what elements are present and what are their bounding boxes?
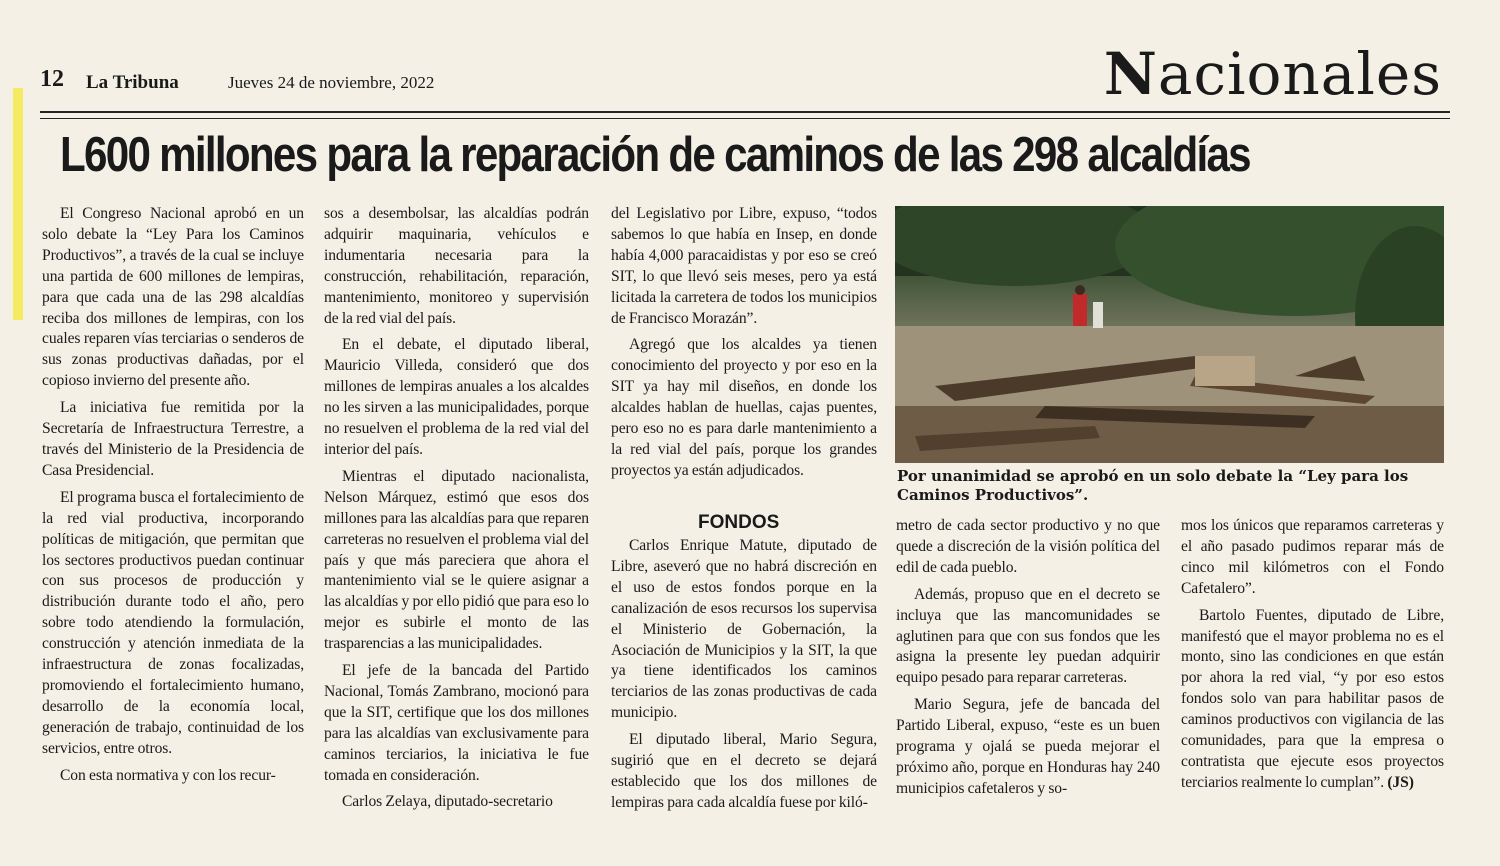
article-column-3-lower [611,536,877,814]
photo-caption: Por unanimidad se aprobó en un solo debate la “Ley para los Caminos Productivos”. [897,467,1409,504]
page-header [40,40,1450,108]
paragraph: mos los únicos que reparamos carreteras y el año pasado pudimos reparar más de cinco mil kilómetros con el Fondo Cafetalero”. [1181,517,1444,597]
paragraph: Además, propuso que en el decreto se incluya que las mancomunidades se aglutinen para que con sus fondos que les asigna la presente ley puedan adquirir equipo pesado para reparar carreteras. [896,585,1160,687]
paragraph: La iniciativa fue remitida por la Secretaría de Infraestructura Terrestre, a través del Ministerio de la Presidencia de Casa Presidencial. [42,399,304,479]
section-name [1104,40,1442,108]
issue-date: Jueves 24 de noviembre, 2022 [228,73,435,92]
highlighter-mark [13,88,23,320]
author-signature: (JS) [1387,773,1414,791]
paragraph: Carlos Zelaya, diputado-secretario [342,793,553,811]
article-column-3 [611,204,877,482]
paragraph-text: Bartolo Fuentes, diputado de Libre, manifestó que el mayor problema no es el monto, sino las condiciones en que están por ahora la red vial, “y por eso estos fondos solo van para habilitar pasos de caminos productivos con vigilancia de las comunidades, para que la empresa o contratista que ejecute esos proyectos terciarios realmente lo cumplan”. [1181,606,1444,791]
paragraph: Mario Segura, jefe de bancada del Partido Liberal, expuso, “este es un buen programa y ojalá se pueda mejorar el próximo año, porque en Honduras hay 240 municipios cafetaleros y so- [896,696,1160,797]
flood-photo [895,206,1444,463]
paragraph: El programa busca el fortalecimiento de la red vial productiva, incorporando políticas de mitigación, que permitan que los sectores productivos puedan continuar con sus procesos de producción y distribución durante todo el año, pero sobre todo atendiendo la formulación, construcción y atención inmediata de la infraestructura de zonas focalizadas, promoviendo el fortalecimiento humano, desarrollo de la economía local, generación de trabajo, continuidad de los servicios, entre otros. [42,488,304,757]
section-name-cap: N [1103,40,1158,108]
article-column-1 [42,204,304,786]
article-column-2 [324,204,589,813]
flood-debris-photo-icon [895,206,1444,463]
paragraph [1181,606,1444,794]
paragraph: sos a desembolsar, las alcaldías podrán adquirir maquinaria, vehículos e indumentaria necesaria para la construcción, rehabilitación, reparación, mantenimiento, monitoreo y supervisión de la red vial del país. [324,205,589,327]
paper-name: La Tribuna [86,72,179,93]
paragraph: El diputado liberal, Mario Segura, sugirió que en el decreto se dejará establecido que los dos millones de lempiras para cada alcaldía fuese por kiló- [611,731,877,811]
paragraph: Agregó que los alcaldes ya tienen conocimiento del proyecto y por eso en la SIT ya hay mil diseños, en donde los alcaldes hablan de huellas, cajas puentes, pero eso no es para darle mantenimiento a la red vial del país, porque los grandes proyectos ya están adjudicados. [611,336,877,479]
paragraph: El Congreso Nacional aprobó en un solo debate la “Ley Para los Caminos Productivos”, a través de la cual se incluye una partida de 600 millones de lempiras, para que cada una de las 298 alcaldías reciba dos millones de lempiras, con los cuales reparen vías terciarias o senderos de sus zonas productivas dañadas, por el copioso invierno del presente año. [42,205,304,390]
article-column-4 [896,516,1160,800]
paragraph: El jefe de la bancada del Partido Nacional, Tomás Zambrano, mocionó para que la SIT, certifique que los dos millones para las alcaldías van exclusivamente para caminos terciarios, la iniciativa le fue tomada en consideración. [324,662,589,784]
section-name-rest: acionales [1157,40,1442,108]
paragraph: Con esta normativa y con los recur- [60,766,276,784]
article-column-5 [1181,516,1444,794]
header-rule-thin [40,118,1450,119]
subhead-fondos: FONDOS [698,512,780,533]
page-number: 12 [40,66,64,92]
header-rule [40,111,1450,113]
paragraph: En el debate, el diputado liberal, Mauricio Villeda, consideró que dos millones de lempiras anuales a los alcaldes no les sirven a las municipalidades, porque no resuelven el problema de la red vial del interior del país. [324,336,589,458]
paragraph: Mientras el diputado nacionalista, Nelson Márquez, estimó que esos dos millones para las alcaldías para que reparen carreteras no resuelven el problema vial del país y que más pareciera que ahora el mantenimiento vial se le quiere asignar a las alcaldías y por ello pidió que para eso lo mejor es subirle el monto de las trasparencias a las municipalidades. [324,467,589,653]
paragraph: del Legislativo por Libre, expuso, “todos sabemos lo que había en Insep, en donde había 4,000 paracaidistas y por eso se creó SIT, lo que llevó seis meses, pero ya está licitada la carretera de todos los municipios de Francisco Morazán”. [611,205,877,327]
paragraph: Carlos Enrique Matute, diputado de Libre, aseveró que no habrá discreción en el uso de estos fondos porque en la canalización de esos recursos los supervisa el Ministerio de Gobernación, la Asociación de Municipios y la SIT, la que ya tiene identificados los caminos terciarios de las zonas productivas de cada municipio. [611,537,877,722]
headline: L600 millones para la reparación de caminos de las 298 alcaldías [60,128,1250,182]
paragraph: metro de cada sector productivo y no que quede a discreción de la visión política del edil de cada pueblo. [896,517,1160,576]
